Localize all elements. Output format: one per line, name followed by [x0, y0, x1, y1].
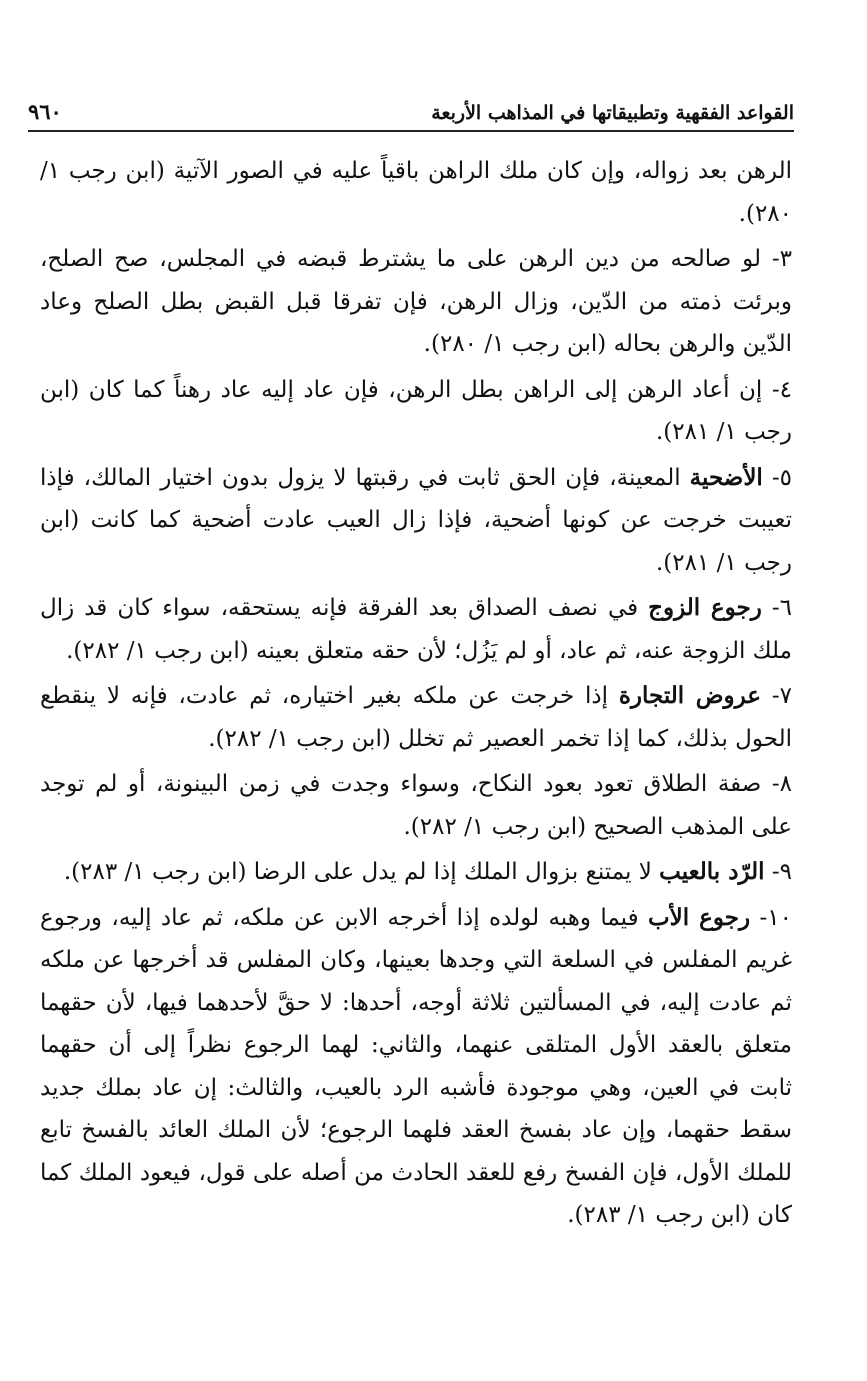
item-number: ٦- [771, 595, 793, 621]
paragraph-text: فيما وهبه لولده إذا أخرجه الابن عن ملكه، ثم عاد إليه، ورجوع غريم المفلس في السلعة التي وجدها بعينها، وكان المفلس قد أخرجها عن ملكه ثم عادت إليه، في المسألتين ثلاثة أوجه، أحدها: لا حقَّ لأحدهما فيها، لأن حقهما متعلق بالعقد الأول المتلقى عنهما، والثاني: لهما الرجوع نظراً إلى أن حقهما ثابت في العين، وهي موجودة فأشبه الرد بالعيب، والثالث: إن عاد بملك جديد سقط حقهما، وإن عاد بفسخ العقد فلهما الرجوع؛ لأن الملك العائد بالفسخ تابع للملك الأول، فإن الفسخ رفع للعقد الحادث من أصله على قول، فيعود الملك كما كان (ابن رجب ١/ ٢٨٣). [40, 904, 792, 1228]
paragraph-text: في نصف الصداق بعد الفرقة فإنه يستحقه، سواء كان قد زال ملك الزوجة عنه، ثم عاد، أو لم يَزُل؛ لأن حقه متعلق بعينه (ابن رجب ١/ ٢٨٢). [40, 595, 792, 664]
paragraph-text: لو صالحه من دين الرهن على ما يشترط قبضه في المجلس، صح الصلح، وبرئت ذمته من الدّين، وزال الرهن، فإن تفرقا قبل القبض بطل الصلح وعاد الدّين والرهن بحاله (ابن رجب ١/ ٢٨٠). [40, 246, 792, 357]
item-number: ٥- [771, 464, 793, 491]
paragraph-text: لا يمتنع بزوال الملك إذا لم يدل على الرضا (ابن رجب ١/ ٢٨٣). [63, 859, 652, 885]
running-title: القواعد الفقهية وتطبيقاتها في المذاهب الأربعة [431, 102, 794, 124]
paragraph-item-4 [40, 369, 792, 454]
item-keyword: عروض التجارة [618, 682, 762, 709]
item-number: ١٠- [759, 904, 792, 931]
paragraph-text: إن أعاد الرهن إلى الراهن بطل الرهن، فإن عاد إليه عاد رهناً كما كان (ابن رجب ١/ ٢٨١). [40, 376, 792, 445]
paragraph-text: المعينة، فإن الحق ثابت في رقبتها لا يزول بدون اختيار المالك، فإذا تعيبت خرجت عن كونها أضحية، فإذا زال العيب عادت أضحية كما كانت (ابن رجب ١/ ٢٨١). [40, 464, 792, 576]
paragraph-text: الرهن بعد زواله، وإن كان ملك الراهن باقياً عليه في الصور الآتية (ابن رجب ١/ ٢٨٠). [40, 158, 792, 227]
item-keyword: الأضحية [689, 463, 763, 491]
paragraph-item-9 [40, 851, 792, 894]
item-number: ٤- [771, 376, 792, 403]
header-divider [28, 130, 794, 132]
paragraph-item-7 [40, 675, 792, 760]
item-number: ٨- [771, 771, 792, 797]
item-keyword: الرّد بالعيب [659, 858, 765, 885]
paragraph-item-3 [40, 238, 792, 366]
paragraph-item-8 [40, 763, 792, 848]
item-number: ٩- [771, 859, 792, 885]
paragraph-item-6 [40, 587, 792, 672]
item-number: ٣- [771, 246, 793, 272]
paragraph-item-10 [40, 897, 792, 1237]
page-body [40, 150, 792, 1240]
paragraph-text: صفة الطلاق تعود بعود النكاح، وسواء وجدت في زمن البينونة، أو لم توجد على المذهب الصحيح (ابن رجب ١/ ٢٨٢). [40, 771, 792, 840]
item-keyword: رجوع الزوج [648, 594, 762, 621]
paragraph-text: إذا خرجت عن ملكه بغير اختياره، ثم عادت، فإنه لا ينقطع الحول بذلك، كما إذا تخمر العصير ثم تخلل (ابن رجب ١/ ٢٨٢). [40, 683, 792, 752]
item-number: ٧- [771, 683, 793, 709]
page-number: ٩٦٠ [28, 99, 62, 124]
item-keyword: رجوع الأب [647, 903, 751, 931]
paragraph-item-5 [40, 457, 792, 585]
page-header [28, 94, 794, 124]
paragraph-continuation [40, 150, 792, 235]
